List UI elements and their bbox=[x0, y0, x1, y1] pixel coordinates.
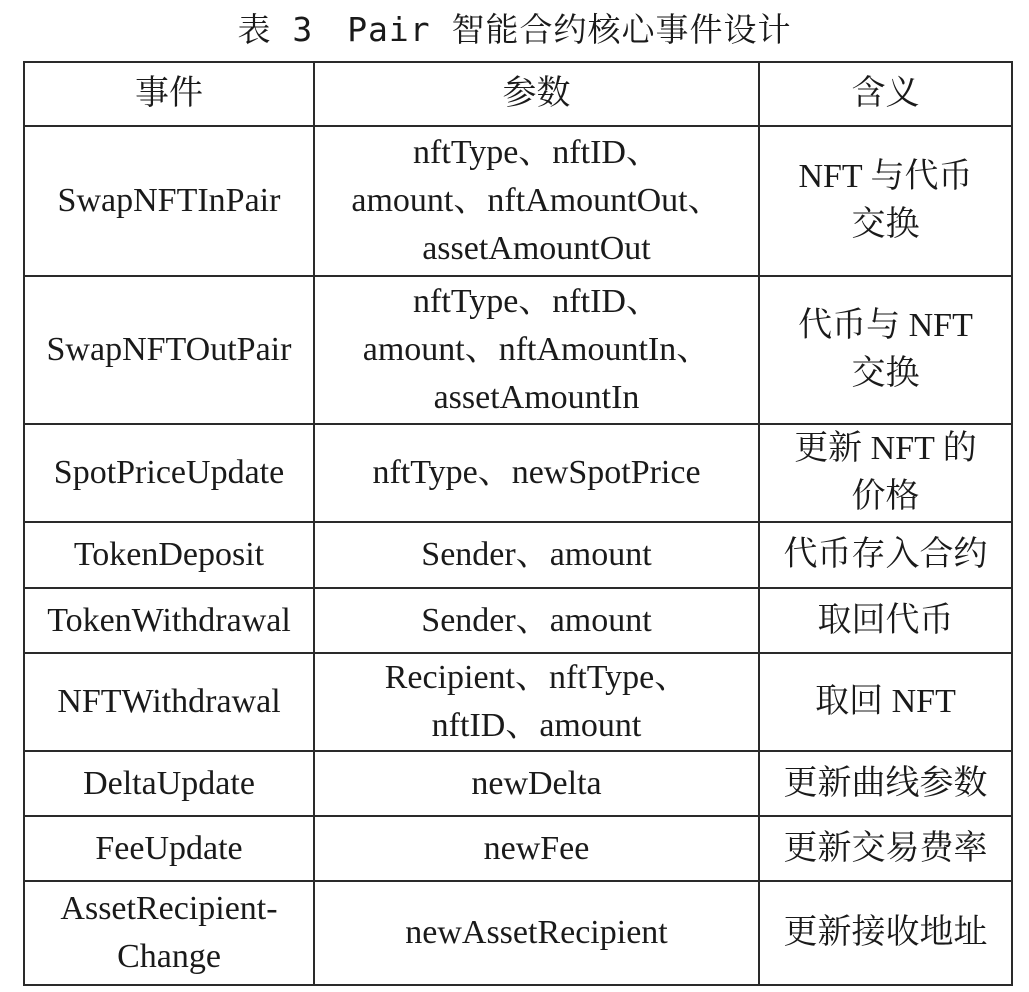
meaning-cell-line: 取回代币 bbox=[817, 601, 954, 639]
meaning-cell-line: 更新 NFT 的 bbox=[794, 430, 977, 467]
event-cell-line: SpotPriceUpdate bbox=[53, 454, 285, 491]
event-cell bbox=[24, 881, 314, 985]
events-table bbox=[23, 61, 1013, 986]
table-row bbox=[24, 588, 1012, 653]
params-cell-line: assetAmountOut bbox=[422, 230, 651, 267]
event-cell bbox=[24, 522, 314, 588]
meaning-cell bbox=[759, 653, 1012, 751]
meaning-cell-line: 交换 bbox=[851, 206, 920, 243]
params-cell-line: newFee bbox=[483, 829, 590, 867]
event-cell-line: FeeUpdate bbox=[95, 829, 243, 867]
event-cell bbox=[24, 751, 314, 816]
event-cell bbox=[24, 276, 314, 424]
table-row bbox=[24, 653, 1012, 751]
event-cell-line: NFTWithdrawal bbox=[57, 683, 281, 720]
column-header-meaning: 含义 bbox=[759, 62, 1012, 126]
meaning-cell bbox=[759, 276, 1012, 424]
params-cell bbox=[314, 588, 759, 653]
params-cell bbox=[314, 276, 759, 424]
event-cell-line: Change bbox=[117, 938, 221, 975]
params-cell bbox=[314, 424, 759, 522]
meaning-cell-line: 代币存入合约 bbox=[783, 536, 988, 573]
event-cell bbox=[24, 588, 314, 653]
params-cell-line: nftType、newSpotPrice bbox=[372, 454, 701, 491]
meaning-cell-line: 更新接收地址 bbox=[783, 914, 988, 951]
event-cell bbox=[24, 653, 314, 751]
meaning-cell bbox=[759, 126, 1012, 276]
params-cell bbox=[314, 126, 759, 276]
table-row bbox=[24, 881, 1012, 985]
event-cell-line: TokenDeposit bbox=[73, 536, 265, 573]
params-cell-line: nftType、nftID、 bbox=[413, 283, 660, 320]
event-cell-line: AssetRecipient- bbox=[60, 890, 278, 927]
event-cell-line: DeltaUpdate bbox=[83, 764, 255, 802]
params-cell-line: newDelta bbox=[471, 764, 602, 802]
column-header-params: 参数 bbox=[314, 62, 759, 126]
params-cell bbox=[314, 653, 759, 751]
meaning-cell-line: 交换 bbox=[851, 355, 920, 392]
params-cell-line: amount、nftAmountIn、 bbox=[362, 331, 711, 368]
params-cell-line: nftType、nftID、 bbox=[413, 134, 660, 171]
meaning-cell-line: NFT 与代币 bbox=[798, 158, 973, 195]
event-cell bbox=[24, 816, 314, 881]
params-cell bbox=[314, 881, 759, 985]
params-cell bbox=[314, 522, 759, 588]
meaning-cell-line: 更新交易费率 bbox=[783, 829, 988, 867]
table-caption: 表 3 Pair 智能合约核心事件设计 bbox=[237, 10, 792, 49]
table-row bbox=[24, 751, 1012, 816]
header-row bbox=[24, 62, 1012, 126]
event-cell-line: SwapNFTInPair bbox=[57, 182, 281, 219]
meaning-cell-line: 代币与 NFT bbox=[798, 307, 973, 344]
meaning-cell-line: 更新曲线参数 bbox=[783, 764, 988, 802]
meaning-cell bbox=[759, 881, 1012, 985]
params-cell-line: Recipient、nftType、 bbox=[384, 659, 689, 696]
event-cell bbox=[24, 126, 314, 276]
params-cell bbox=[314, 816, 759, 881]
event-cell bbox=[24, 424, 314, 522]
meaning-cell bbox=[759, 751, 1012, 816]
meaning-cell bbox=[759, 588, 1012, 653]
params-cell-line: newAssetRecipient bbox=[405, 914, 668, 951]
meaning-cell bbox=[759, 816, 1012, 881]
event-cell-line: SwapNFTOutPair bbox=[46, 331, 292, 368]
params-cell-line: assetAmountIn bbox=[433, 379, 640, 416]
meaning-cell bbox=[759, 522, 1012, 588]
params-cell-line: Sender、amount bbox=[421, 536, 652, 573]
params-cell-line: nftID、amount bbox=[431, 707, 642, 744]
meaning-cell bbox=[759, 424, 1012, 522]
table-row bbox=[24, 424, 1012, 522]
params-cell bbox=[314, 751, 759, 816]
table-row bbox=[24, 522, 1012, 588]
params-cell-line: Sender、amount bbox=[421, 601, 652, 639]
column-header-event: 事件 bbox=[24, 62, 314, 126]
meaning-cell-line: 价格 bbox=[851, 478, 920, 515]
params-cell-line: amount、nftAmountOut、 bbox=[351, 182, 722, 219]
table-row bbox=[24, 276, 1012, 424]
meaning-cell-line: 取回 NFT bbox=[815, 683, 956, 720]
table-row bbox=[24, 126, 1012, 276]
event-cell-line: TokenWithdrawal bbox=[47, 601, 291, 639]
table-row bbox=[24, 816, 1012, 881]
